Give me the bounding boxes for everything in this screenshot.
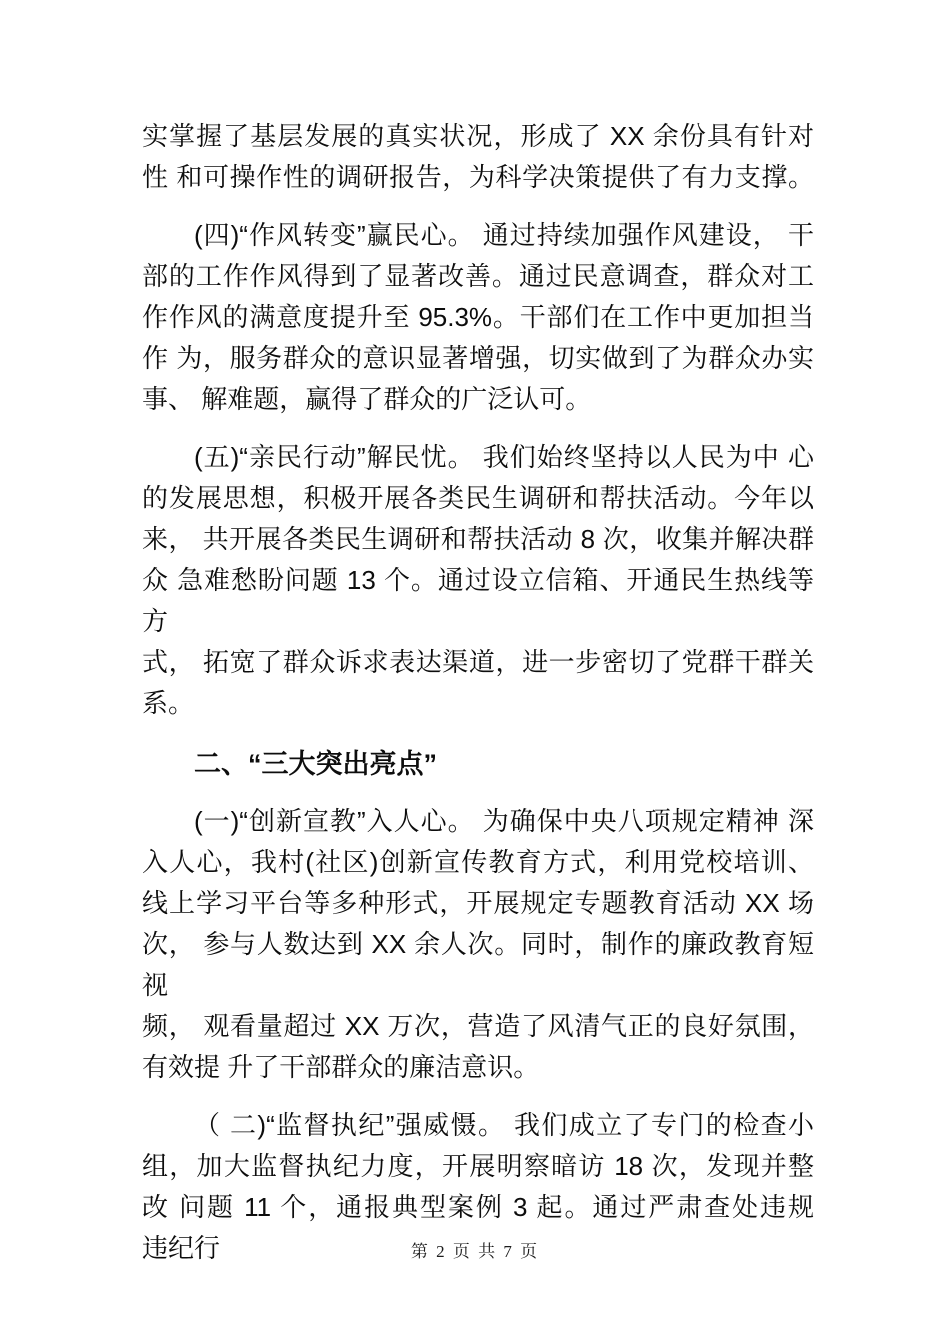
text-line: 式， 拓宽了群众诉求表达渠道，进一步密切了党群干群关 — [142, 647, 814, 677]
text-line: （ 二)“监督执纪”强威慑。 我们成立了专门的检查小 — [194, 1110, 814, 1140]
text-line: 众 急难愁盼问题 13 个。通过设立信箱、开通民生热线等方 — [142, 565, 814, 636]
text-line: 次， 参与人数达到 XX 余人次。同时，制作的廉政教育短视 — [142, 929, 814, 1000]
text-line: 改 问题 11 个，通报典型案例 3 起。通过严肃查处违规 — [142, 1192, 814, 1222]
text-line: 入人心，我村(社区)创新宣传教育方式，利用党校培训、 — [142, 847, 814, 877]
paragraph-item-5 — [142, 437, 814, 724]
text-line: 线上学习平台等多种形式，开展规定专题教育活动 XX 场 — [142, 888, 814, 918]
text-line: 作 为，服务群众的意识显著增强，切实做到了为群众办实 — [142, 343, 814, 373]
section-heading: 二、“三大突出亮点” — [194, 749, 437, 779]
paragraph-continuation — [142, 116, 814, 198]
text-line: 性 和可操作性的调研报告，为科学决策提供了有力支撑。 — [142, 162, 814, 192]
text-line: 实掌握了基层发展的真实状况，形成了 XX 余份具有针对 — [142, 121, 814, 151]
text-line: 来， 共开展各类民生调研和帮扶活动 8 次，收集并解决群 — [142, 524, 814, 554]
text-line: 事、 解难题，赢得了群众的广泛认可。 — [142, 384, 592, 414]
text-line: (四)“作风转变”赢民心。 通过持续加强作风建设， 干 — [194, 220, 814, 250]
text-line: (五)“亲民行动”解民忧。 我们始终坚持以人民为中 心 — [194, 442, 814, 472]
text-line: 部的工作作风得到了显著改善。通过民意调查，群众对工 — [142, 261, 814, 291]
document-body — [142, 116, 814, 1286]
paragraph-item-1 — [142, 801, 814, 1088]
text-line: (一)“创新宣教”入人心。 为确保中央八项规定精神 深 — [194, 806, 814, 836]
text-line: 组，加大监督执纪力度，开展明察暗访 18 次，发现并整 — [142, 1151, 814, 1181]
page-footer: 第 2 页 共 7 页 — [410, 1242, 540, 1261]
text-line: 频， 观看量超过 XX 万次，营造了风清气正的良好氛围， — [142, 1011, 814, 1041]
text-line: 违纪行 — [142, 1233, 221, 1263]
paragraph-item-4 — [142, 215, 814, 420]
text-line: 作作风的满意度提升至 95.3%。干部们在工作中更加担当 — [142, 302, 814, 332]
text-line: 系。 — [142, 688, 195, 718]
text-line: 有效提 升了干部群众的廉洁意识。 — [142, 1052, 540, 1082]
text-line: 的发展思想，积极开展各类民生调研和帮扶活动。今年以 — [142, 483, 814, 513]
